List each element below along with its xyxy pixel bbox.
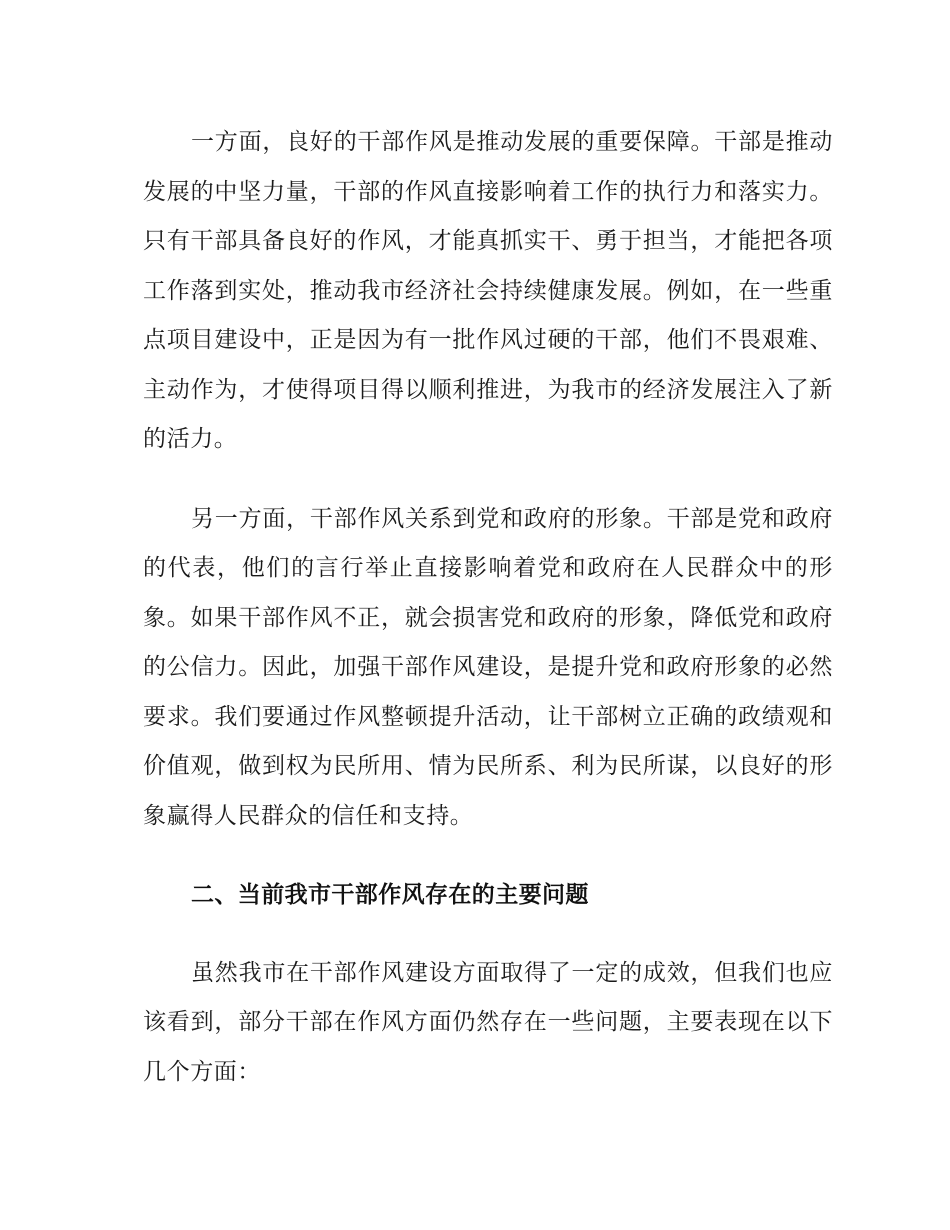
section-heading: 二、当前我市干部作风存在的主要问题 — [191, 882, 589, 908]
document-body — [143, 118, 833, 1127]
body-paragraph-1: 一方面，良好的干部作风是推动发展的重要保障。干部是推动发展的中坚力量，干部的作风直接影响着工作的执行力和落实力。只有干部具备良好的作风，才能真抓实干、勇于担当，才能把各项工作落到实处，推动我市经济社会持续健康发展。例如，在一些重点项目建设中，正是因为有一批作风过硬的干部，他们不畏艰难、主动作为，才使得项目得以顺利推进，为我市的经济发展注入了新的活力。 — [143, 129, 833, 452]
body-paragraph-2: 另一方面，干部作风关系到党和政府的形象。干部是党和政府的代表，他们的言行举止直接影响着党和政府在人民群众中的形象。如果干部作风不正，就会损害党和政府的形象，降低党和政府的公信力。因此，加强干部作风建设，是提升党和政府形象的必然要求。我们要通过作风整顿提升活动，让干部树立正确的政绩观和价值观，做到权为民所用、情为民所系、利为民所谋，以良好的形象赢得人民群众的信任和支持。 — [143, 505, 833, 829]
body-paragraph-3: 虽然我市在干部作风建设方面取得了一定的成效，但我们也应该看到，部分干部在作风方面仍然存在一些问题，主要表现在以下几个方面： — [143, 959, 833, 1085]
